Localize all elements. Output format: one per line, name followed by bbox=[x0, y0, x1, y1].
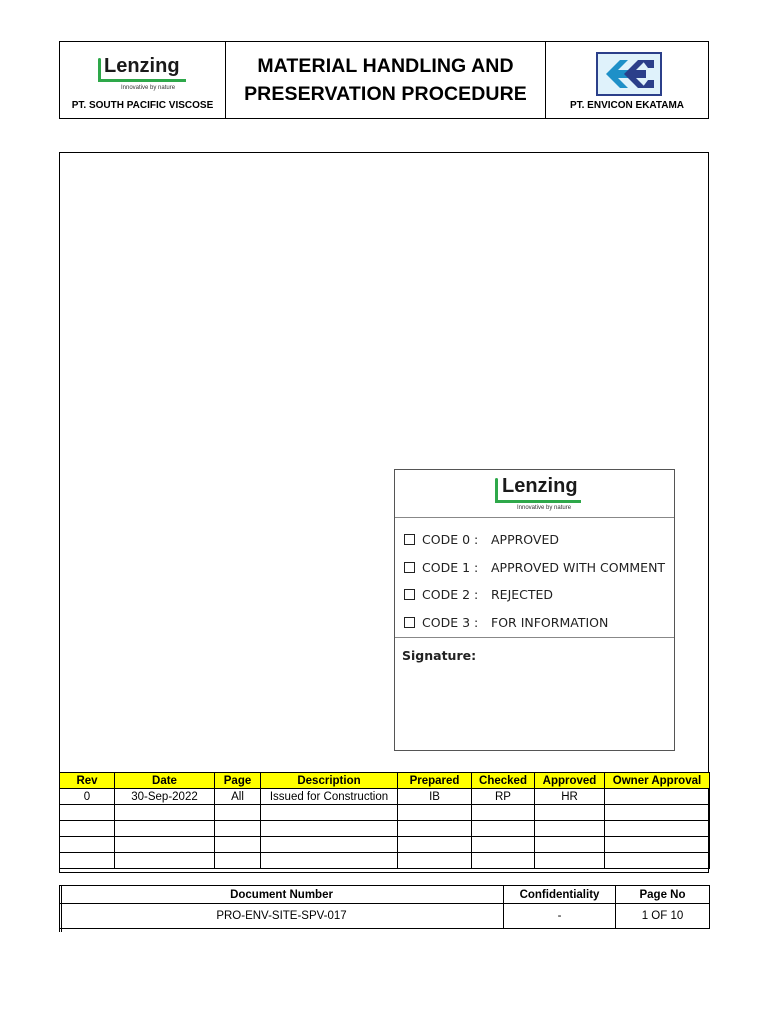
lenzing-logo-word: Lenzing bbox=[104, 55, 180, 77]
code-0-checkbox[interactable] bbox=[404, 534, 415, 545]
cell-date: 30-Sep-2022 bbox=[115, 789, 215, 805]
code-1-row bbox=[395, 554, 674, 582]
code-1-status: APPROVED WITH COMMENT bbox=[491, 559, 666, 575]
cell bbox=[398, 805, 472, 821]
cell bbox=[535, 821, 605, 837]
header-rev: Rev bbox=[60, 773, 115, 789]
cell bbox=[261, 821, 398, 837]
cell bbox=[261, 853, 398, 869]
cell bbox=[261, 837, 398, 853]
header-checked: Checked bbox=[472, 773, 535, 789]
page-no-value: 1 OF 10 bbox=[616, 904, 710, 929]
lenzing-logo-tagline: Innovative by nature bbox=[121, 85, 176, 91]
table-row bbox=[60, 853, 710, 869]
header-prepared: Prepared bbox=[398, 773, 472, 789]
cell bbox=[605, 821, 710, 837]
document-header bbox=[59, 41, 709, 119]
cell bbox=[215, 805, 261, 821]
cell bbox=[60, 821, 115, 837]
cell bbox=[215, 821, 261, 837]
envicon-logo bbox=[596, 52, 662, 96]
cell bbox=[261, 805, 398, 821]
title-line-2: PRESERVATION PROCEDURE bbox=[244, 83, 527, 105]
revision-table bbox=[59, 772, 710, 869]
cell-page: All bbox=[215, 789, 261, 805]
header-page: Page bbox=[215, 773, 261, 789]
code-1-label: CODE 1 : bbox=[422, 559, 479, 575]
header-title-cell bbox=[226, 42, 546, 118]
code-2-row bbox=[395, 581, 674, 609]
cell-description: Issued for Construction bbox=[261, 789, 398, 805]
code-0-status: APPROVED bbox=[491, 532, 560, 548]
cell bbox=[605, 853, 710, 869]
header-approved: Approved bbox=[535, 773, 605, 789]
cell bbox=[472, 821, 535, 837]
confidentiality-value: - bbox=[504, 904, 616, 929]
footer-value-row bbox=[60, 904, 710, 929]
cell bbox=[215, 853, 261, 869]
revision-header-row bbox=[60, 773, 710, 789]
page-no-header: Page No bbox=[616, 886, 710, 904]
cell bbox=[60, 805, 115, 821]
code-3-checkbox[interactable] bbox=[404, 617, 415, 628]
cell-prepared: IB bbox=[398, 789, 472, 805]
cell bbox=[60, 837, 115, 853]
stamp-logo-area bbox=[395, 470, 674, 518]
code-0-row bbox=[395, 526, 674, 554]
title-line-1: MATERIAL HANDLING AND bbox=[257, 55, 514, 77]
cell bbox=[398, 837, 472, 853]
code-0-label: CODE 0 : bbox=[422, 532, 479, 548]
cell bbox=[115, 853, 215, 869]
cell bbox=[472, 805, 535, 821]
table-row bbox=[60, 805, 710, 821]
signature-label: Signature: bbox=[402, 648, 477, 663]
cell bbox=[472, 837, 535, 853]
table-row bbox=[60, 789, 710, 805]
code-2-label: CODE 2 : bbox=[422, 587, 479, 603]
cell bbox=[605, 837, 710, 853]
signature-area bbox=[395, 638, 674, 663]
cell bbox=[60, 853, 115, 869]
document-title bbox=[244, 52, 527, 108]
approval-stamp bbox=[394, 469, 675, 751]
envicon-logo-icon bbox=[598, 54, 660, 94]
cell-approved: HR bbox=[535, 789, 605, 805]
header-date: Date bbox=[115, 773, 215, 789]
cell-checked: RP bbox=[472, 789, 535, 805]
code-2-status: REJECTED bbox=[491, 587, 554, 603]
cell bbox=[535, 805, 605, 821]
stamp-logo-word: Lenzing bbox=[502, 475, 578, 497]
cell bbox=[115, 821, 215, 837]
cell bbox=[215, 837, 261, 853]
header-description: Description bbox=[261, 773, 398, 789]
code-3-label: CODE 3 : bbox=[422, 614, 479, 630]
lenzing-logo bbox=[98, 55, 193, 94]
approval-codes bbox=[395, 518, 674, 638]
table-row bbox=[60, 821, 710, 837]
document-footer bbox=[59, 885, 710, 929]
cell bbox=[115, 805, 215, 821]
confidentiality-header: Confidentiality bbox=[504, 886, 616, 904]
stamp-logo-tagline: Innovative by nature bbox=[517, 505, 572, 511]
code-3-status: FOR INFORMATION bbox=[491, 614, 609, 630]
cell bbox=[115, 837, 215, 853]
cell bbox=[398, 853, 472, 869]
code-2-checkbox[interactable] bbox=[404, 589, 415, 600]
cell bbox=[535, 853, 605, 869]
cell-rev: 0 bbox=[60, 789, 115, 805]
cell bbox=[535, 837, 605, 853]
document-number-value: PRO-ENV-SITE-SPV-017 bbox=[60, 904, 504, 929]
cell-owner-approval bbox=[605, 789, 710, 805]
cell bbox=[472, 853, 535, 869]
left-company-name: PT. SOUTH PACIFIC VISCOSE bbox=[71, 100, 214, 111]
document-number-header: Document Number bbox=[60, 886, 504, 904]
footer-header-row bbox=[60, 886, 710, 904]
header-owner-approval: Owner Approval bbox=[605, 773, 710, 789]
header-right-cell bbox=[546, 42, 708, 118]
table-row bbox=[60, 837, 710, 853]
right-company-name: PT. ENVICON EKATAMA bbox=[569, 100, 685, 111]
cell bbox=[398, 821, 472, 837]
stamp-lenzing-logo bbox=[495, 475, 583, 514]
code-1-checkbox[interactable] bbox=[404, 562, 415, 573]
header-left-cell bbox=[60, 42, 226, 118]
code-3-row bbox=[395, 609, 674, 637]
cell bbox=[605, 805, 710, 821]
